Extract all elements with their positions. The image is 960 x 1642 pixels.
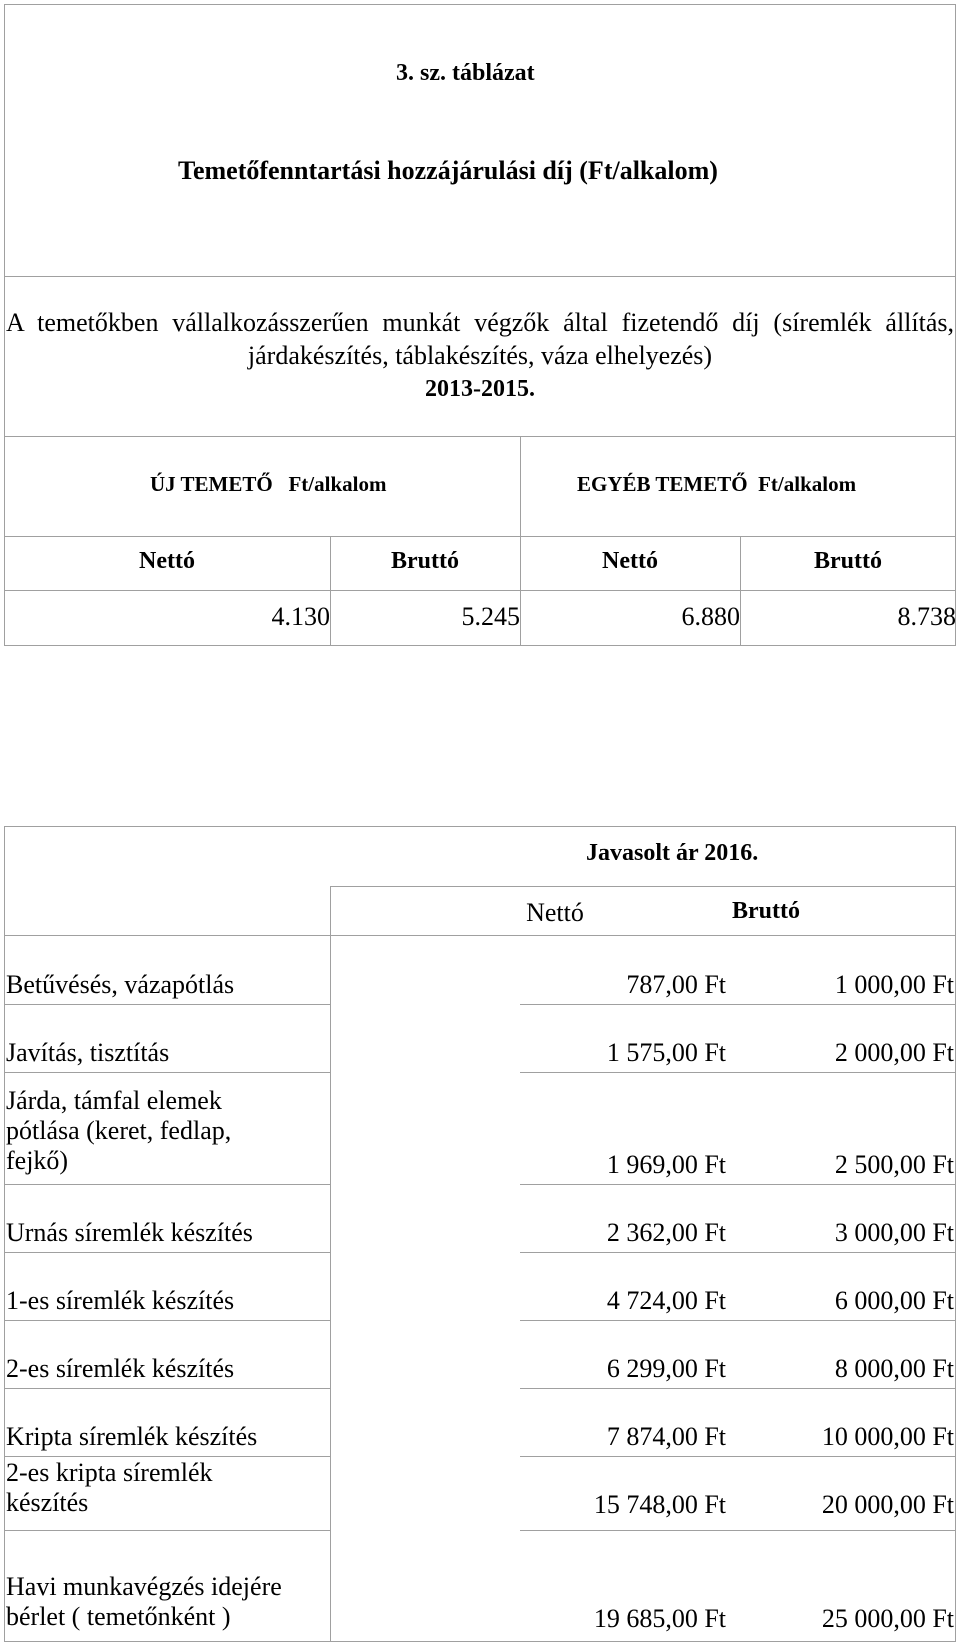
- fee-value-brutto-2: 8.738: [897, 602, 956, 631]
- price-row-label: 2-es síremlék készítés: [6, 1354, 235, 1383]
- price-row-label: Kripta síremlék készítés: [6, 1422, 258, 1451]
- price-row-label: [6, 1086, 231, 1176]
- price-row-netto: 6 299,00 Ft: [606, 1354, 726, 1383]
- price-row-label: Betűvésés, vázapótlás: [6, 970, 235, 999]
- fee-value-netto-2: 6.880: [681, 602, 740, 631]
- price-row-brutto: 1 000,00 Ft: [834, 970, 954, 999]
- price-row-brutto: 2 500,00 Ft: [834, 1150, 954, 1179]
- fee-period: 2013-2015.: [425, 376, 535, 402]
- price-row-label: Urnás síremlék készítés: [6, 1218, 253, 1247]
- fee-header-netto-2: Nettó: [602, 548, 658, 574]
- price-row-netto: 1 575,00 Ft: [606, 1038, 726, 1067]
- price-row-label: Javítás, tisztítás: [6, 1038, 170, 1067]
- price-row-netto: 1 969,00 Ft: [606, 1150, 726, 1179]
- price-row-label: 1-es síremlék készítés: [6, 1286, 235, 1315]
- page-title: Temetőfenntartási hozzájárulási díj (Ft/alkalom): [178, 156, 718, 185]
- price-row-brutto: 8 000,00 Ft: [834, 1354, 954, 1383]
- fee-header-brutto-1: Bruttó: [391, 548, 459, 574]
- price-row-label-line: bérlet ( temetőnként ): [6, 1602, 231, 1631]
- price-row-brutto: 10 000,00 Ft: [821, 1422, 954, 1451]
- price-row-brutto: 2 000,00 Ft: [834, 1038, 954, 1067]
- fee-value-brutto-1: 5.245: [461, 602, 520, 631]
- price-row-label-line: Járda, támfal elemek: [6, 1086, 222, 1115]
- price-row-brutto: 20 000,00 Ft: [821, 1490, 954, 1519]
- fee-value-netto-1: 4.130: [271, 602, 330, 631]
- group-new-cemetery: ÚJ TEMETŐ Ft/alkalom: [150, 472, 387, 496]
- price-row-netto: 4 724,00 Ft: [606, 1286, 726, 1315]
- fee-header-netto-1: Nettó: [139, 548, 195, 574]
- price-row-label: [6, 1572, 282, 1632]
- price-row-label-line: 2-es kripta síremlék: [6, 1458, 213, 1487]
- price-header-netto: Nettó: [526, 898, 584, 927]
- price-row-label-line: pótlása (keret, fedlap,: [6, 1116, 232, 1145]
- price-row-label-line: fejkő): [6, 1146, 69, 1175]
- price-row-netto: 2 362,00 Ft: [606, 1218, 726, 1247]
- price-row-brutto: 3 000,00 Ft: [834, 1218, 954, 1247]
- price-row-label-line: készítés: [6, 1488, 89, 1517]
- price-row-label: [6, 1458, 213, 1518]
- price-row-netto: 787,00 Ft: [626, 970, 726, 999]
- price-row-brutto: 6 000,00 Ft: [834, 1286, 954, 1315]
- table-label: 3. sz. táblázat: [396, 60, 535, 86]
- price-row-netto: 7 874,00 Ft: [606, 1422, 726, 1451]
- price-header-brutto: Bruttó: [732, 898, 800, 924]
- price-row-label-line: Havi munkavégzés idejére: [6, 1572, 282, 1601]
- price-row-brutto: 25 000,00 Ft: [821, 1604, 954, 1633]
- price-table-title: Javasolt ár 2016.: [586, 840, 759, 866]
- price-row-netto: 15 748,00 Ft: [593, 1490, 726, 1519]
- fee-header-brutto-2: Bruttó: [814, 548, 882, 574]
- fee-description: A temetőkben vállalkozásszerűen munkát végzők által fizetendő díj (síremlék állítás, járdakészítés, táblakészítés, váza elhelyezés): [6, 308, 954, 370]
- group-other-cemetery: EGYÉB TEMETŐ Ft/alkalom: [577, 472, 857, 496]
- price-row-netto: 19 685,00 Ft: [593, 1604, 726, 1633]
